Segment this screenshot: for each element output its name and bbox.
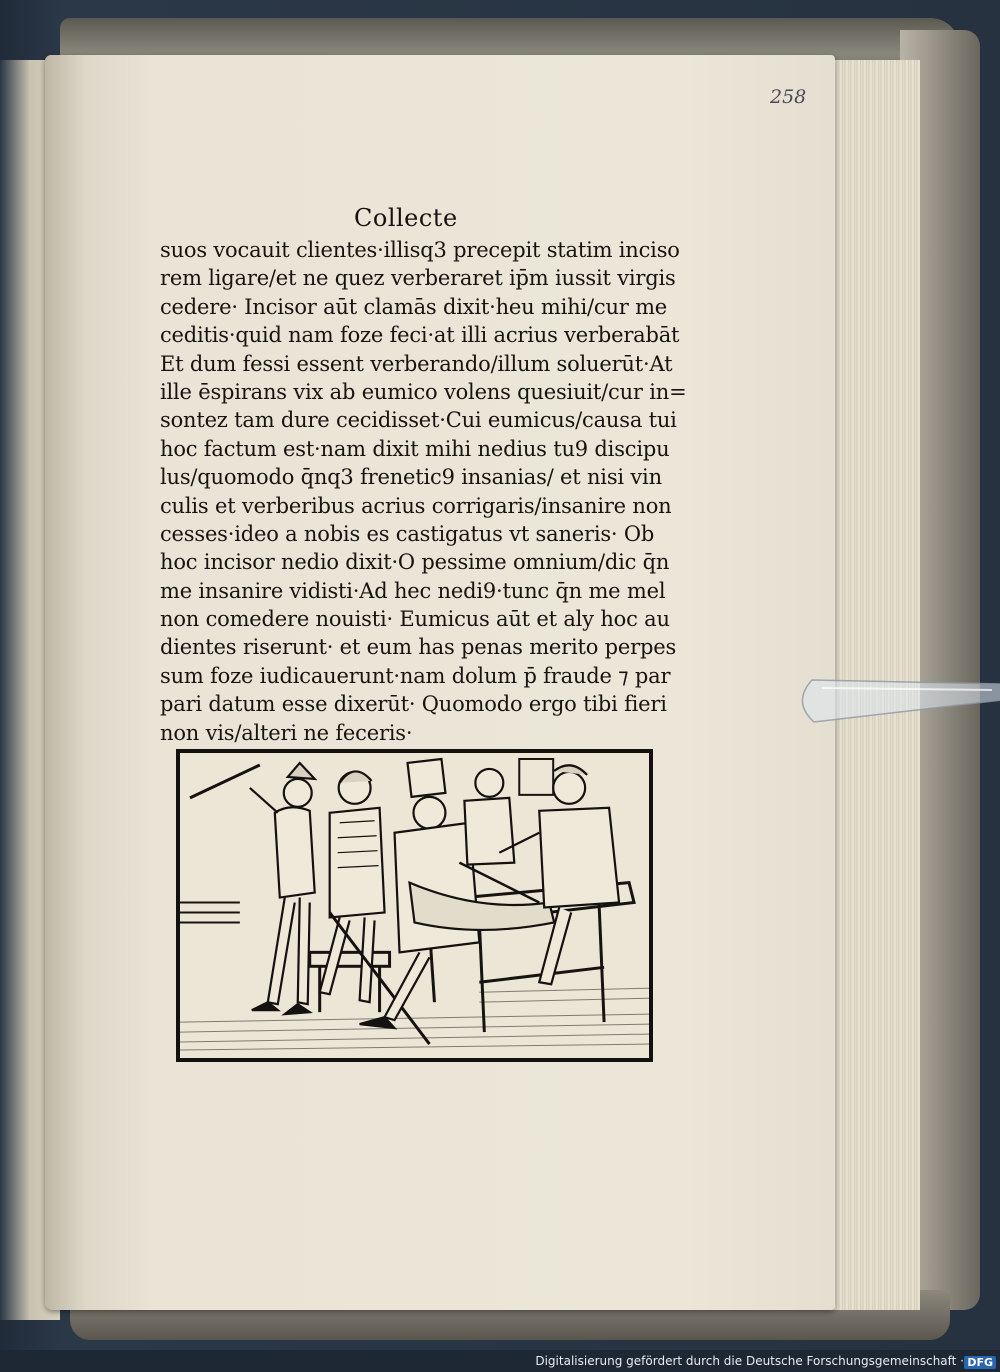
running-head: Collecte: [354, 204, 458, 232]
text-line: ceditis·quid nam foze feci·at illi acrius verberabāt: [160, 323, 680, 348]
text-line: ille ēspirans vix ab eumico volens quesiuit/cur in=: [160, 379, 687, 404]
text-line: me insanire vidisti·Ad hec nedi9·tunc q̄n me mel: [160, 578, 666, 603]
text-line: cedere· Incisor aūt clamās dixit·heu mihi/cur me: [160, 294, 668, 319]
text-line: dientes riserunt· et eum has penas merito perpes: [160, 635, 677, 660]
dfg-logo: DFG: [964, 1356, 996, 1369]
glass-pointer: [792, 672, 1000, 732]
text-line: culis et verberibus acrius corrigaris/insanire non: [160, 493, 672, 518]
text-line: cesses·ideo a nobis es castigatus vt saneris· Ob: [160, 521, 655, 546]
text-line: sum foze iudicauerunt·nam dolum p̄ fraude ⁊ par: [160, 663, 671, 688]
text-line: suos vocauit clientes·illisq3 precepit statim inciso: [160, 238, 680, 262]
floor-hatching: [180, 988, 649, 1050]
text-line: pari datum esse dixerūt· Quomodo ergo tibi fieri: [160, 692, 667, 717]
text-line: Et dum fessi essent verberando/illum soluerūt·At: [160, 351, 673, 376]
folio-number: 258: [770, 86, 807, 108]
footer-bar: [0, 1350, 1000, 1372]
text-line: hoc factum est·nam dixit mihi nedius tu9 discipu: [160, 436, 670, 461]
text-line: hoc incisor nedio dixit·O pessime omnium/dic q̄n: [160, 550, 670, 575]
text-line: non vis/alteri ne feceris·: [160, 720, 413, 745]
text-line: sontez tam dure cecidisset·Cui eumicus/causa tui: [160, 408, 677, 433]
text-line: non comedere nouisti· Eumicus aūt et aly hoc au: [160, 607, 670, 632]
footer-credit: Digitalisierung gefördert durch die Deutsche Forschungsgemeinschaft ·: [535, 1354, 964, 1368]
figures: [190, 759, 619, 1044]
woodcut-drawing: [180, 753, 649, 1058]
text-block: [160, 236, 687, 747]
text-line: rem ligare/et ne quez verberaret ip̄m iussit virgis: [160, 266, 676, 291]
woodcut-illustration: [176, 749, 653, 1062]
text-line: lus/quomodo q̄nq3 frenetic9 insanias/ et nisi vin: [160, 465, 662, 490]
